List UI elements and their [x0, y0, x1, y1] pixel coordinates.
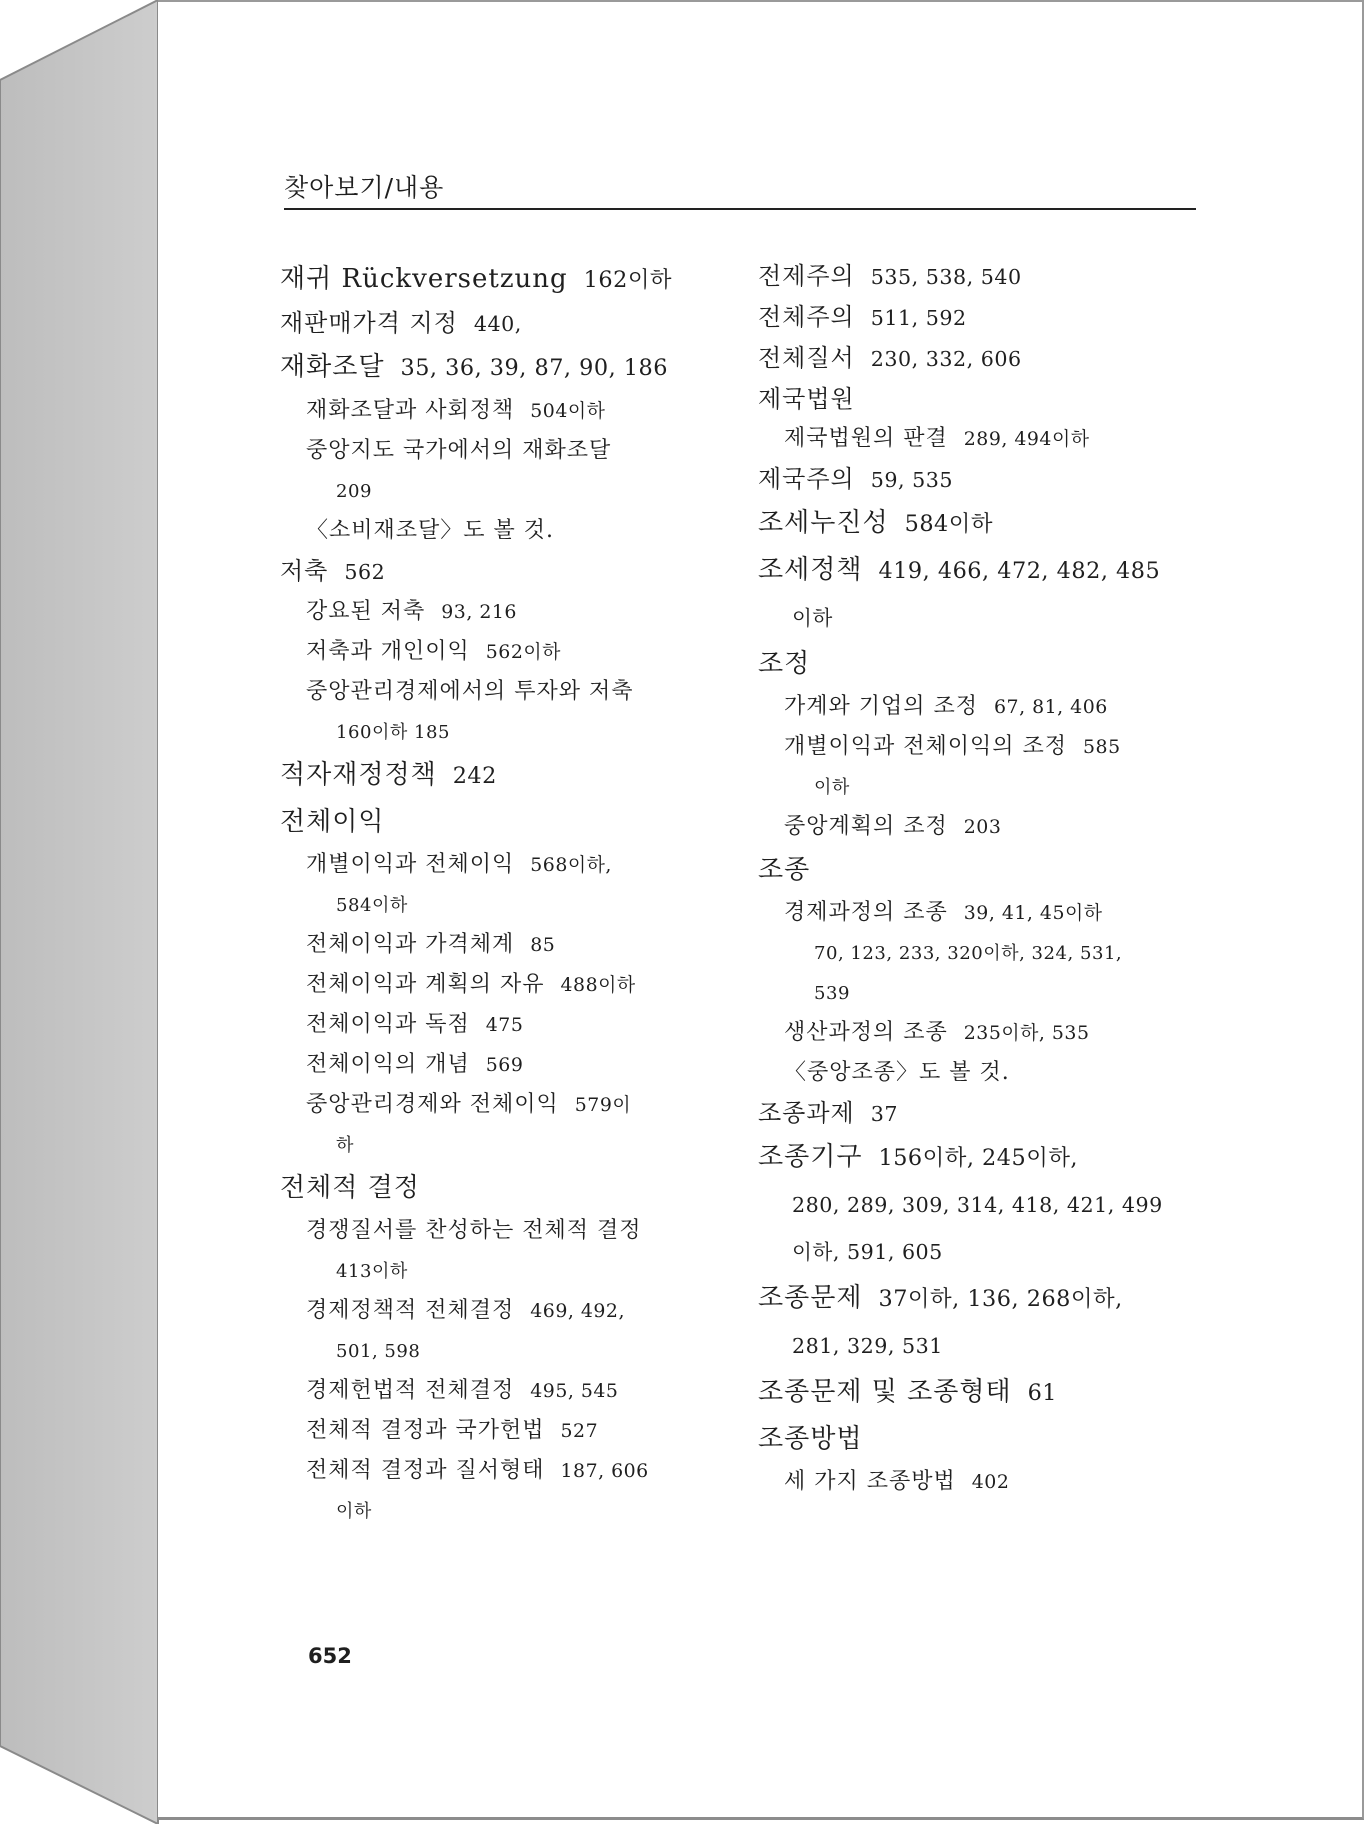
index-term: 경제헌법적 전체결정	[306, 1378, 515, 1403]
index-page-refs: 579이	[574, 1094, 632, 1116]
index-entry	[758, 379, 1208, 419]
index-page-refs: 539	[814, 983, 850, 1004]
index-page-refs: 39, 41, 45이하	[963, 902, 1103, 924]
index-term: 재화조달	[280, 352, 385, 382]
index-term: 재화조달과 사회정책	[306, 398, 515, 423]
index-term: 조종기구	[758, 1142, 863, 1172]
index-page-refs: 61	[1027, 1380, 1058, 1406]
index-entry	[280, 592, 730, 632]
index-entry	[280, 712, 730, 752]
index-entry	[280, 925, 730, 965]
index-term: 중앙계획의 조정	[784, 814, 948, 839]
index-term: 개별이익과 전체이익의 조정	[784, 734, 1068, 759]
index-entry	[758, 338, 1208, 379]
index-page-refs: 281, 329, 531	[792, 1334, 943, 1358]
index-term: 적자재정정책	[280, 760, 437, 790]
index-entry	[280, 256, 730, 303]
index-entry	[280, 1165, 730, 1211]
index-entry	[758, 893, 1208, 933]
index-entry	[280, 965, 730, 1005]
index-entry	[758, 727, 1208, 767]
index-page-refs: 495, 545	[530, 1380, 619, 1402]
index-term: 전체주의	[758, 303, 855, 331]
index-entry	[758, 1416, 1208, 1462]
index-page-refs: 35, 36, 39, 87, 90, 186	[400, 355, 668, 381]
index-page-refs: 568이하,	[530, 854, 612, 876]
index-entry	[280, 1451, 730, 1491]
index-entry	[758, 1134, 1208, 1181]
index-entry	[280, 845, 730, 885]
index-term: 조세누진성	[758, 508, 889, 538]
index-page-refs: 93, 216	[441, 601, 517, 623]
index-page-refs: 230, 332, 606	[870, 347, 1022, 371]
index-page-refs: 535, 538, 540	[870, 265, 1022, 289]
index-term: 제국법원의 판결	[784, 426, 948, 451]
index-entry	[758, 687, 1208, 727]
index-page-refs: 이하	[814, 777, 850, 798]
index-term: 중앙지도 국가에서의 재화조달	[306, 438, 612, 463]
index-entry	[280, 471, 730, 511]
index-term: 전체적 결정과 국가헌법	[306, 1418, 545, 1443]
index-entry	[758, 641, 1208, 687]
index-term: 재판매가격 지정	[280, 309, 458, 337]
index-page-refs: 475	[485, 1014, 524, 1036]
index-entry	[758, 500, 1208, 547]
index-entry	[758, 1181, 1208, 1228]
index-term: 저축	[280, 557, 329, 585]
index-page-refs: 501, 598	[336, 1341, 421, 1362]
index-page-refs: 37	[870, 1102, 898, 1126]
page-number: 652	[308, 1644, 352, 1668]
index-term: 전체이익	[280, 807, 385, 837]
index-entry	[280, 1331, 730, 1371]
index-page-refs: 569	[485, 1054, 524, 1076]
index-entry	[280, 551, 730, 592]
index-term: 전체질서	[758, 344, 855, 372]
index-term: 개별이익과 전체이익	[306, 852, 515, 877]
index-term: 생산과정의 조종	[784, 1020, 948, 1045]
index-entry	[758, 459, 1208, 500]
index-entry	[280, 1085, 730, 1125]
index-term: 조종	[758, 855, 811, 885]
index-term: 제국주의	[758, 465, 855, 493]
index-entry	[280, 303, 730, 344]
index-term: 경제정책적 전체결정	[306, 1298, 515, 1323]
index-term: 조세정책	[758, 555, 863, 585]
index-term: 중앙관리경제에서의 투자와 저축	[306, 679, 634, 704]
index-entry	[280, 885, 730, 925]
index-page-refs: 이하	[336, 1501, 372, 1522]
index-entry	[758, 847, 1208, 893]
index-entry	[280, 391, 730, 431]
index-term: 전제주의	[758, 262, 855, 290]
index-term: 경제과정의 조종	[784, 900, 948, 925]
index-entry	[280, 672, 730, 712]
index-term: 전체적 결정	[280, 1173, 420, 1203]
index-page-refs: 209	[336, 481, 372, 502]
index-page-refs: 469, 492,	[530, 1300, 625, 1322]
index-term: 전체이익의 개념	[306, 1052, 470, 1077]
index-entry	[758, 1462, 1208, 1502]
index-term: 조정	[758, 649, 811, 679]
index-entry	[758, 933, 1208, 973]
index-entry	[280, 431, 730, 471]
index-entry	[280, 1291, 730, 1331]
index-page-refs: 187, 606	[560, 1460, 649, 1482]
index-page-refs: 527	[560, 1420, 599, 1442]
index-page-refs: 504이하	[530, 400, 606, 422]
index-page-refs: 85	[530, 934, 556, 956]
index-term: 〈중앙조종〉도 볼 것.	[784, 1060, 1010, 1085]
index-entry	[758, 256, 1208, 297]
index-entry	[758, 1275, 1208, 1322]
index-page-refs: 203	[963, 816, 1002, 838]
index-term: 제국법원	[758, 385, 855, 413]
index-term: 세 가지 조종방법	[784, 1469, 956, 1494]
index-entry	[280, 1005, 730, 1045]
index-page-refs: 488이하	[560, 974, 636, 996]
index-entry	[758, 1053, 1208, 1093]
index-term: 조종문제	[758, 1283, 863, 1313]
index-page-refs: 511, 592	[870, 306, 967, 330]
index-page-refs: 440,	[473, 312, 522, 336]
index-entry	[758, 547, 1208, 594]
index-term: 전체이익과 계획의 자유	[306, 972, 545, 997]
index-entry	[280, 1251, 730, 1291]
index-entry	[758, 767, 1208, 807]
index-entry	[758, 297, 1208, 338]
index-term: 전체이익과 독점	[306, 1012, 470, 1037]
index-page-refs: 562	[344, 560, 386, 584]
index-entry	[758, 594, 1208, 641]
index-entry	[758, 1093, 1208, 1134]
index-entry	[758, 419, 1208, 459]
index-column-left	[280, 256, 730, 1531]
index-entry	[758, 1322, 1208, 1369]
index-term: 조종문제 및 조종형태	[758, 1377, 1012, 1407]
index-term: 강요된 저축	[306, 599, 426, 624]
index-entry	[758, 1228, 1208, 1275]
index-term: 전체이익과 가격체계	[306, 932, 515, 957]
index-entry	[280, 1045, 730, 1085]
index-page-refs: 584이하	[336, 895, 408, 916]
index-page-refs: 156이하, 245이하,	[878, 1145, 1079, 1171]
index-page-refs: 419, 466, 472, 482, 485	[878, 558, 1161, 584]
index-page-refs: 160이하 185	[336, 722, 450, 743]
index-term: 가계와 기업의 조정	[784, 694, 979, 719]
index-page-refs: 585	[1083, 736, 1121, 758]
index-column-right	[758, 256, 1208, 1502]
index-page-refs: 70, 123, 233, 320이하, 324, 531,	[814, 943, 1123, 964]
index-page-refs: 162이하	[583, 267, 673, 293]
index-page-refs: 235이하, 535	[963, 1022, 1090, 1044]
index-entry	[280, 799, 730, 845]
index-term: 조종과제	[758, 1099, 855, 1127]
index-term: 전체적 결정과 질서형태	[306, 1458, 545, 1483]
index-page-refs: 584이하	[904, 511, 993, 537]
index-page-refs: 413이하	[336, 1261, 408, 1282]
index-term: 조종방법	[758, 1424, 863, 1454]
index-entry	[758, 807, 1208, 847]
index-page-refs: 37이하, 136, 268이하,	[878, 1286, 1123, 1312]
index-entry	[758, 1013, 1208, 1053]
index-entry	[758, 1369, 1208, 1416]
index-term: 〈소비재조달〉도 볼 것.	[306, 518, 554, 543]
index-page-refs: 242	[452, 763, 497, 789]
index-entry	[280, 1125, 730, 1165]
index-page-refs: 280, 289, 309, 314, 418, 421, 499	[792, 1193, 1163, 1217]
index-entry	[280, 752, 730, 799]
index-page-refs: 562이하	[485, 641, 561, 663]
index-term: 경쟁질서를 찬성하는 전체적 결정	[306, 1218, 642, 1243]
index-entry	[758, 973, 1208, 1013]
index-entry	[280, 344, 730, 391]
index-page-refs: 하	[336, 1135, 354, 1156]
index-term: 중앙관리경제와 전체이익	[306, 1092, 559, 1117]
index-entry	[280, 1371, 730, 1411]
index-term: 재귀 Rückversetzung	[280, 264, 568, 294]
index-page-refs: 289, 494이하	[963, 428, 1090, 450]
index-entry	[280, 1491, 730, 1531]
index-entry	[280, 511, 730, 551]
index-entry	[280, 1411, 730, 1451]
header-title: 찾아보기/내용	[284, 173, 445, 202]
running-header	[284, 168, 1196, 210]
index-page-refs: 59, 535	[870, 468, 953, 492]
index-term: 저축과 개인이익	[306, 639, 470, 664]
index-entry	[280, 1211, 730, 1251]
index-page-refs: 67, 81, 406	[994, 696, 1108, 718]
index-entry	[280, 632, 730, 672]
index-page-refs: 이하	[792, 606, 833, 630]
index-page-refs: 402	[971, 1471, 1010, 1493]
index-page-refs: 이하, 591, 605	[792, 1240, 943, 1264]
